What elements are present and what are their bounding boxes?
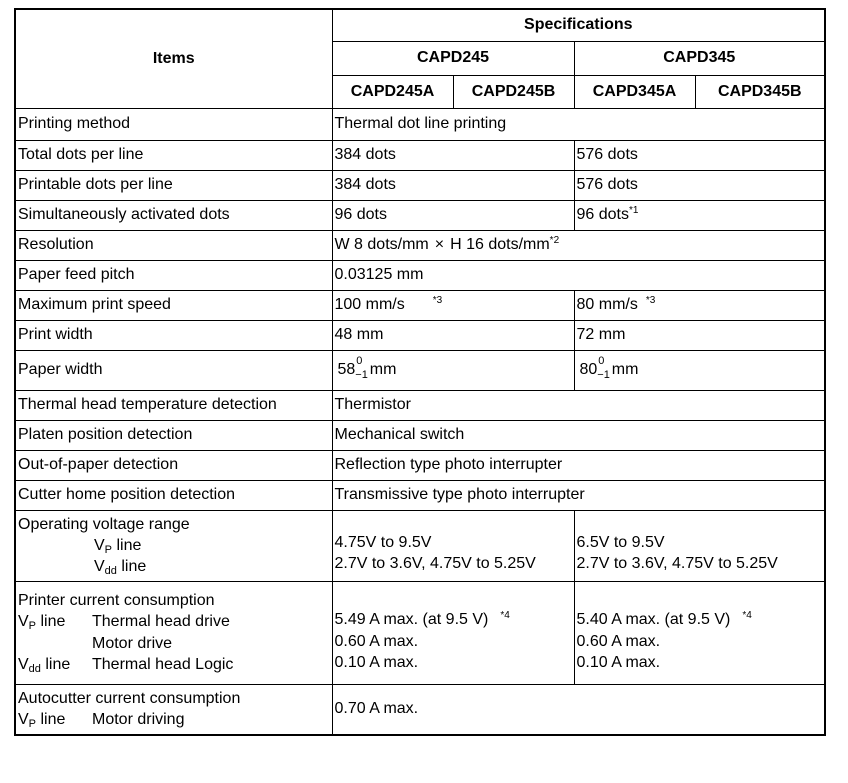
footnote-marker: *4	[742, 610, 752, 622]
paper-width-base: 58	[337, 361, 356, 379]
vp-motor-driving	[18, 709, 330, 730]
head-current	[577, 609, 823, 631]
row-label: Simultaneously activated dots	[15, 200, 332, 230]
model-capd245a-header: CAPD245A	[332, 75, 453, 108]
row-label: Maximum print speed	[15, 290, 332, 320]
vp-line-label	[18, 535, 141, 556]
value-text: 96 dots	[576, 206, 629, 223]
row-value: 0.03125 mm	[332, 260, 825, 290]
printer-current-label: Printer current consumption	[18, 591, 215, 609]
vdd-v: V	[18, 656, 29, 673]
row-value-capd345	[574, 581, 825, 684]
unit: mm	[369, 361, 397, 379]
value-text: 5.40 A max. (at 9.5 V)	[576, 611, 731, 629]
resolution-h: H 16 dots/mm	[450, 236, 550, 253]
row-label: Cutter home position detection	[15, 480, 332, 510]
vp-subscript: P	[28, 620, 37, 632]
vdd-suffix: line	[116, 558, 147, 575]
row-label: Platen position detection	[15, 420, 332, 450]
row-value: Thermistor	[332, 390, 825, 420]
vdd-range: 2.7V to 3.6V, 4.75V to 5.25V	[576, 554, 778, 572]
value-text: 5.49 A max. (at 9.5 V)	[334, 611, 489, 629]
row-label	[15, 684, 332, 735]
table-row	[15, 320, 825, 350]
table-row	[15, 200, 825, 230]
table-row	[15, 510, 825, 581]
row-label: Resolution	[15, 230, 332, 260]
row-value-capd345: 576 dots	[574, 140, 825, 170]
table-row	[15, 140, 825, 170]
tolerance-upper: 0	[598, 354, 605, 367]
row-value: Transmissive type photo interrupter	[332, 480, 825, 510]
row-label: Printing method	[15, 108, 332, 140]
tolerance	[597, 354, 610, 381]
items-header: Items	[15, 9, 332, 108]
footnote-marker: *4	[500, 610, 510, 622]
table-row	[15, 450, 825, 480]
row-value-capd245	[332, 290, 574, 320]
table-row	[15, 170, 825, 200]
logic-current: 0.10 A max.	[334, 654, 419, 672]
row-value: Mechanical switch	[332, 420, 825, 450]
specifications-header: Specifications	[332, 9, 825, 41]
row-value-capd245	[332, 510, 574, 581]
row-label: Paper width	[15, 350, 332, 390]
unit: mm	[611, 361, 639, 379]
vp-suffix: line	[36, 711, 66, 729]
row-label: Paper feed pitch	[15, 260, 332, 290]
head-current	[335, 609, 572, 631]
times-symbol: ×	[434, 236, 445, 253]
row-label: Print width	[15, 320, 332, 350]
motor-current: 0.60 A max.	[334, 632, 419, 650]
paper-width-base: 80	[579, 361, 598, 379]
vp-v: V	[18, 711, 29, 729]
row-value-capd245: 96 dots	[332, 200, 574, 230]
row-value-capd245: 48 mm	[332, 320, 574, 350]
motor-driving-label: Motor driving	[92, 711, 185, 729]
vdd-subscript: dd	[104, 565, 117, 577]
row-value-capd345	[574, 290, 825, 320]
row-label	[15, 510, 332, 581]
vp-subscript: P	[28, 718, 37, 731]
row-label: Thermal head temperature detection	[15, 390, 332, 420]
row-value-capd345	[574, 200, 825, 230]
vp-v: V	[18, 613, 29, 630]
vp-range: 6.5V to 9.5V	[576, 533, 665, 551]
value-text: 80 mm/s	[576, 296, 638, 313]
row-value	[332, 230, 825, 260]
table-row	[15, 420, 825, 450]
motor-current: 0.60 A max.	[576, 632, 661, 650]
vp-suffix: line	[112, 537, 142, 554]
row-value-capd245: 384 dots	[332, 140, 574, 170]
vp-thermal-drive	[18, 611, 330, 633]
vdd-v: V	[94, 558, 105, 575]
row-value-capd345: 576 dots	[574, 170, 825, 200]
footnote-marker: *3	[432, 295, 443, 306]
vdd-subscript: dd	[28, 663, 41, 675]
motor-drive-label: Motor drive	[92, 634, 173, 652]
thermal-head-drive-label: Thermal head drive	[92, 613, 230, 630]
row-value: 0.70 A max.	[332, 684, 825, 735]
vdd-thermal-logic	[18, 654, 330, 676]
row-value: Reflection type photo interrupter	[332, 450, 825, 480]
model-capd345-header: CAPD345	[574, 41, 825, 75]
vdd-line-label	[18, 556, 146, 577]
row-value-capd345	[574, 510, 825, 581]
row-label	[15, 581, 332, 684]
row-value-capd245	[332, 581, 574, 684]
model-capd245-header: CAPD245	[332, 41, 574, 75]
model-capd345b-header: CAPD345B	[695, 75, 825, 108]
table-row	[15, 390, 825, 420]
vdd-suffix: line	[40, 656, 71, 673]
vp-v: V	[94, 537, 105, 554]
table-row	[15, 581, 825, 684]
table-row	[15, 684, 825, 735]
row-value-capd245: 384 dots	[332, 170, 574, 200]
table-row	[15, 230, 825, 260]
row-label: Printable dots per line	[15, 170, 332, 200]
thermal-head-logic-label: Thermal head Logic	[92, 656, 234, 673]
footnote-marker: *2	[549, 235, 560, 246]
table-row	[15, 350, 825, 390]
voltage-label: Operating voltage range	[18, 516, 190, 533]
vp-subscript: P	[104, 544, 113, 556]
row-value-capd345	[574, 350, 825, 390]
table-row	[15, 480, 825, 510]
tolerance-lower: −1	[597, 368, 610, 381]
tolerance-upper: 0	[356, 354, 363, 367]
header-row-1	[15, 9, 825, 41]
logic-current: 0.10 A max.	[576, 654, 661, 672]
footnote-marker: *3	[645, 295, 656, 306]
row-value-capd345: 72 mm	[574, 320, 825, 350]
model-capd345a-header: CAPD345A	[574, 75, 695, 108]
table-row	[15, 260, 825, 290]
row-value-capd245	[332, 350, 574, 390]
value-text: 100 mm/s	[334, 296, 405, 313]
model-capd245b-header: CAPD245B	[453, 75, 574, 108]
specifications-table	[14, 8, 826, 736]
footnote-marker: *1	[628, 205, 639, 216]
vdd-range: 2.7V to 3.6V, 4.75V to 5.25V	[334, 554, 536, 572]
tolerance	[355, 354, 368, 381]
row-label: Total dots per line	[15, 140, 332, 170]
resolution-w: W 8 dots/mm	[334, 236, 429, 253]
vp-suffix: line	[36, 613, 66, 630]
table-row	[15, 290, 825, 320]
tolerance-lower: −1	[355, 368, 368, 381]
vp-range: 4.75V to 9.5V	[334, 533, 432, 551]
autocutter-label: Autocutter current consumption	[18, 690, 241, 708]
row-label: Out-of-paper detection	[15, 450, 332, 480]
row-value: Thermal dot line printing	[332, 108, 825, 140]
table-row	[15, 108, 825, 140]
